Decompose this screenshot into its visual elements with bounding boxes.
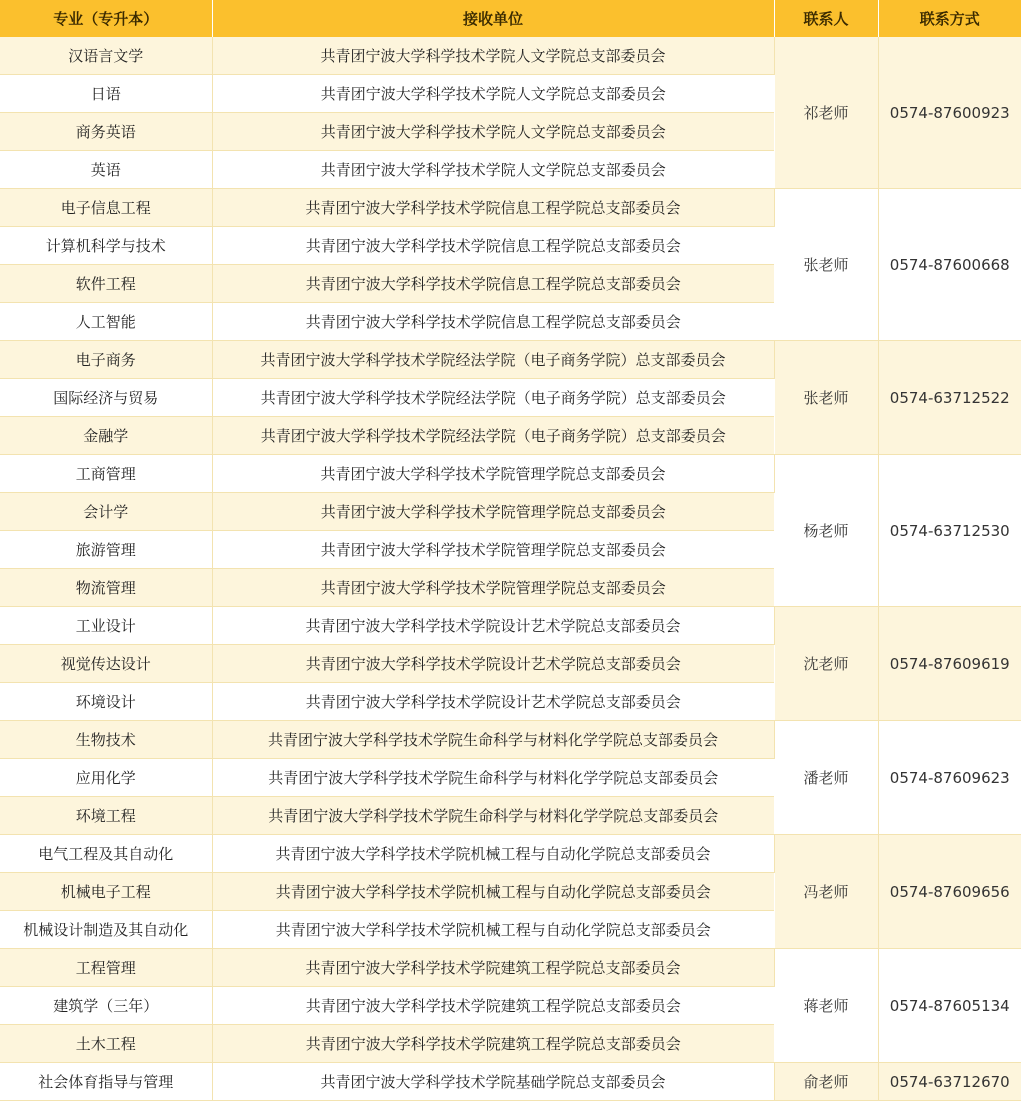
major-cell: 计算机科学与技术 [0,227,212,265]
major-cell: 人工智能 [0,303,212,341]
header-contact: 联系人 [774,0,878,37]
contact-cell: 沈老师 [774,607,878,721]
major-cell: 应用化学 [0,759,212,797]
phone-cell: 0574-87609619 [878,607,1021,721]
unit-cell: 共青团宁波大学科学技术学院经法学院（电子商务学院）总支部委员会 [212,417,774,455]
unit-cell: 共青团宁波大学科学技术学院信息工程学院总支部委员会 [212,265,774,303]
table-row [0,835,1021,873]
unit-cell: 共青团宁波大学科学技术学院管理学院总支部委员会 [212,531,774,569]
major-cell: 环境工程 [0,797,212,835]
contact-cell: 潘老师 [774,721,878,835]
table-row [0,341,1021,379]
table-row [0,721,1021,759]
unit-cell: 共青团宁波大学科学技术学院人文学院总支部委员会 [212,37,774,75]
major-cell: 商务英语 [0,113,212,151]
table-row [0,949,1021,987]
major-cell: 视觉传达设计 [0,645,212,683]
table-row [0,607,1021,645]
unit-cell: 共青团宁波大学科学技术学院机械工程与自动化学院总支部委员会 [212,873,774,911]
major-cell: 环境设计 [0,683,212,721]
unit-cell: 共青团宁波大学科学技术学院生命科学与材料化学学院总支部委员会 [212,721,774,759]
unit-cell: 共青团宁波大学科学技术学院管理学院总支部委员会 [212,455,774,493]
table-row [0,189,1021,227]
unit-cell: 共青团宁波大学科学技术学院机械工程与自动化学院总支部委员会 [212,835,774,873]
major-cell: 土木工程 [0,1025,212,1063]
major-cell: 机械设计制造及其自动化 [0,911,212,949]
unit-cell: 共青团宁波大学科学技术学院信息工程学院总支部委员会 [212,189,774,227]
phone-cell: 0574-87600923 [878,37,1021,189]
table-header [0,0,1021,37]
phone-cell: 0574-87600668 [878,189,1021,341]
contact-cell: 俞老师 [774,1063,878,1101]
phone-cell: 0574-63712530 [878,455,1021,607]
table-body [0,37,1021,1101]
unit-cell: 共青团宁波大学科学技术学院管理学院总支部委员会 [212,569,774,607]
table-row [0,1063,1021,1101]
major-cell: 金融学 [0,417,212,455]
unit-cell: 共青团宁波大学科学技术学院机械工程与自动化学院总支部委员会 [212,911,774,949]
header-unit: 接收单位 [212,0,774,37]
unit-cell: 共青团宁波大学科学技术学院设计艺术学院总支部委员会 [212,645,774,683]
unit-cell: 共青团宁波大学科学技术学院建筑工程学院总支部委员会 [212,949,774,987]
unit-cell: 共青团宁波大学科学技术学院生命科学与材料化学学院总支部委员会 [212,759,774,797]
unit-cell: 共青团宁波大学科学技术学院建筑工程学院总支部委员会 [212,987,774,1025]
contact-cell: 张老师 [774,341,878,455]
unit-cell: 共青团宁波大学科学技术学院人文学院总支部委员会 [212,75,774,113]
table-row [0,455,1021,493]
contact-cell: 张老师 [774,189,878,341]
unit-cell: 共青团宁波大学科学技术学院建筑工程学院总支部委员会 [212,1025,774,1063]
major-cell: 建筑学（三年） [0,987,212,1025]
unit-cell: 共青团宁波大学科学技术学院生命科学与材料化学学院总支部委员会 [212,797,774,835]
phone-cell: 0574-87605134 [878,949,1021,1063]
phone-cell: 0574-63712670 [878,1063,1021,1101]
phone-cell: 0574-63712522 [878,341,1021,455]
contact-cell: 杨老师 [774,455,878,607]
major-cell: 电子信息工程 [0,189,212,227]
phone-cell: 0574-87609656 [878,835,1021,949]
contact-cell: 冯老师 [774,835,878,949]
major-cell: 英语 [0,151,212,189]
header-major: 专业（专升本） [0,0,212,37]
phone-cell: 0574-87609623 [878,721,1021,835]
unit-cell: 共青团宁波大学科学技术学院人文学院总支部委员会 [212,151,774,189]
unit-cell: 共青团宁波大学科学技术学院经法学院（电子商务学院）总支部委员会 [212,341,774,379]
major-cell: 机械电子工程 [0,873,212,911]
table-row [0,37,1021,75]
major-cell: 电气工程及其自动化 [0,835,212,873]
unit-cell: 共青团宁波大学科学技术学院经法学院（电子商务学院）总支部委员会 [212,379,774,417]
unit-cell: 共青团宁波大学科学技术学院信息工程学院总支部委员会 [212,227,774,265]
unit-cell: 共青团宁波大学科学技术学院信息工程学院总支部委员会 [212,303,774,341]
major-cell: 工业设计 [0,607,212,645]
major-cell: 软件工程 [0,265,212,303]
major-cell: 会计学 [0,493,212,531]
major-cell: 物流管理 [0,569,212,607]
major-cell: 社会体育指导与管理 [0,1063,212,1101]
major-cell: 国际经济与贸易 [0,379,212,417]
major-cell: 汉语言文学 [0,37,212,75]
major-cell: 工程管理 [0,949,212,987]
unit-cell: 共青团宁波大学科学技术学院管理学院总支部委员会 [212,493,774,531]
contact-cell: 蒋老师 [774,949,878,1063]
header-row [0,0,1021,37]
unit-cell: 共青团宁波大学科学技术学院设计艺术学院总支部委员会 [212,607,774,645]
header-phone: 联系方式 [878,0,1021,37]
unit-cell: 共青团宁波大学科学技术学院设计艺术学院总支部委员会 [212,683,774,721]
major-cell: 旅游管理 [0,531,212,569]
major-cell: 生物技术 [0,721,212,759]
unit-cell: 共青团宁波大学科学技术学院人文学院总支部委员会 [212,113,774,151]
contact-cell: 祁老师 [774,37,878,189]
unit-cell: 共青团宁波大学科学技术学院基础学院总支部委员会 [212,1063,774,1101]
major-cell: 电子商务 [0,341,212,379]
major-cell: 日语 [0,75,212,113]
major-cell: 工商管理 [0,455,212,493]
